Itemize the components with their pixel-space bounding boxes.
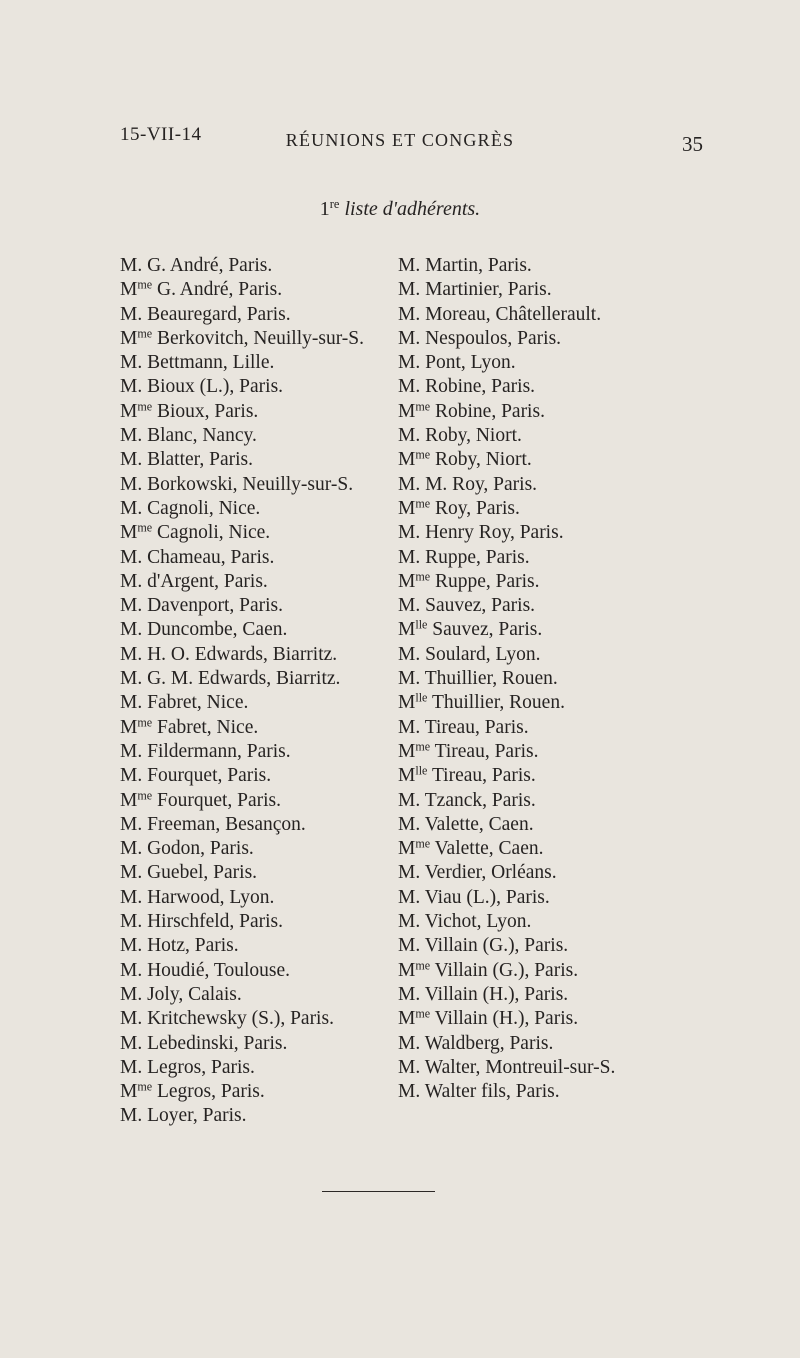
member-title: M. bbox=[120, 473, 143, 495]
member-entry bbox=[398, 570, 615, 594]
member-entry bbox=[398, 1007, 615, 1031]
member-name: Villain (H.), Paris. bbox=[434, 1008, 579, 1030]
member-title: M. bbox=[120, 497, 143, 519]
member-title: M. bbox=[398, 1081, 421, 1103]
member-entry bbox=[120, 1007, 364, 1031]
member-title: M. bbox=[120, 425, 143, 447]
member-name: Berkovitch, Neuilly-sur-S. bbox=[156, 327, 365, 349]
member-title: M. bbox=[120, 765, 143, 787]
member-title: M. bbox=[398, 522, 421, 544]
member-title: M. bbox=[120, 595, 143, 617]
member-name: Soulard, Lyon. bbox=[425, 643, 541, 665]
member-entry bbox=[398, 546, 615, 570]
member-title: M bbox=[120, 400, 138, 422]
member-entry bbox=[120, 643, 364, 667]
member-entry bbox=[398, 448, 615, 472]
member-entry bbox=[120, 861, 364, 885]
member-entry bbox=[120, 303, 364, 327]
member-title-superscript: me bbox=[415, 569, 431, 584]
member-entry bbox=[398, 740, 615, 764]
member-title-superscript: me bbox=[137, 715, 153, 729]
member-entry bbox=[398, 837, 615, 861]
member-name: Moreau, Châtellerault. bbox=[425, 303, 602, 325]
member-name: G. André, Paris. bbox=[147, 255, 273, 276]
member-title: M. bbox=[120, 352, 143, 374]
member-title: M. bbox=[398, 376, 421, 398]
member-entry bbox=[120, 959, 364, 983]
member-name: Lebedinski, Paris. bbox=[147, 1032, 288, 1054]
member-title-superscript: me bbox=[415, 496, 431, 511]
member-name: Viau (L.), Paris. bbox=[424, 886, 550, 908]
member-title: M bbox=[398, 765, 416, 787]
member-name: Walter, Montreuil-sur-S. bbox=[424, 1056, 616, 1078]
page-number: 35 bbox=[682, 132, 703, 156]
member-title-superscript: me bbox=[137, 326, 153, 341]
member-name: Sauvez, Paris. bbox=[432, 619, 543, 641]
member-title: M. bbox=[120, 449, 143, 471]
member-entry bbox=[120, 764, 364, 788]
member-name: Houdié, Toulouse. bbox=[147, 959, 290, 981]
section-ordinal-suffix: re bbox=[329, 197, 340, 212]
member-title: M bbox=[120, 716, 138, 738]
member-title: M bbox=[398, 619, 416, 641]
section-title bbox=[0, 198, 800, 221]
member-title: M bbox=[398, 959, 416, 981]
member-title: M. bbox=[398, 813, 421, 835]
member-entry bbox=[398, 643, 615, 667]
member-title-superscript: me bbox=[415, 836, 431, 851]
member-title-superscript: me bbox=[415, 399, 431, 414]
member-title: M. bbox=[120, 255, 143, 276]
member-title: M. bbox=[120, 643, 143, 665]
member-entry bbox=[120, 254, 364, 278]
member-entry bbox=[120, 1056, 364, 1080]
member-entry bbox=[398, 618, 615, 642]
end-rule bbox=[322, 1191, 435, 1192]
member-name: Roby, Niort. bbox=[434, 449, 532, 471]
page-header bbox=[0, 118, 800, 158]
member-title: M. bbox=[120, 668, 143, 690]
member-entry bbox=[120, 327, 364, 351]
member-title: M. bbox=[120, 983, 143, 1005]
member-entry bbox=[398, 934, 615, 958]
member-name: Fourquet, Paris. bbox=[147, 765, 272, 787]
member-name: Valette, Caen. bbox=[434, 838, 544, 860]
member-entry bbox=[120, 740, 364, 764]
member-title-superscript: me bbox=[137, 787, 153, 802]
member-list-left bbox=[120, 254, 364, 1129]
member-title: M. bbox=[120, 692, 143, 714]
member-name: Harwood, Lyon. bbox=[147, 886, 275, 908]
member-entry bbox=[398, 278, 615, 302]
member-entry bbox=[398, 375, 615, 399]
member-title: M. bbox=[120, 886, 143, 908]
member-title: M. bbox=[120, 911, 143, 933]
member-entry bbox=[120, 424, 364, 448]
member-name: Nespoulos, Paris. bbox=[425, 327, 562, 349]
running-title: RÉUNIONS ET CONGRÈS bbox=[285, 130, 515, 150]
member-title: M. bbox=[398, 1056, 421, 1078]
member-name: Villain (G.), Paris. bbox=[424, 935, 569, 957]
member-entry bbox=[398, 1056, 615, 1080]
member-name: Borkowski, Neuilly-sur-S. bbox=[147, 473, 354, 495]
member-name: G. André, Paris. bbox=[156, 279, 283, 301]
member-entry bbox=[398, 764, 615, 788]
member-entry bbox=[120, 618, 364, 642]
member-title-superscript: lle bbox=[415, 763, 428, 778]
member-title-superscript: me bbox=[137, 520, 153, 535]
member-entry bbox=[120, 789, 364, 813]
member-entry bbox=[120, 594, 364, 618]
member-title: M. bbox=[120, 1032, 143, 1054]
member-name: Blanc, Nancy. bbox=[147, 425, 257, 447]
member-name: Villain (G.), Paris. bbox=[434, 959, 579, 981]
member-name: Thuillier, Rouen. bbox=[424, 668, 558, 690]
member-entry bbox=[398, 789, 615, 813]
member-name: M. Roy, Paris. bbox=[425, 473, 538, 495]
member-name: Legros, Paris. bbox=[147, 1056, 255, 1078]
member-entry bbox=[398, 351, 615, 375]
member-name: Beauregard, Paris. bbox=[147, 303, 291, 325]
member-name: Cagnoli, Nice. bbox=[147, 497, 261, 519]
member-name: Tireau, Paris. bbox=[434, 740, 539, 762]
member-title-superscript: me bbox=[415, 447, 431, 462]
member-name: d'Argent, Paris. bbox=[147, 570, 268, 592]
member-name: Freeman, Besançon. bbox=[147, 813, 306, 835]
member-title: M bbox=[398, 497, 416, 519]
member-entry bbox=[120, 886, 364, 910]
member-entry bbox=[120, 691, 364, 715]
member-entry bbox=[398, 497, 615, 521]
member-entry bbox=[398, 1080, 615, 1104]
member-title: M. bbox=[120, 570, 143, 592]
member-title: M. bbox=[120, 1105, 143, 1127]
member-entry bbox=[120, 983, 364, 1007]
member-entry bbox=[398, 716, 615, 740]
member-entry bbox=[398, 910, 615, 934]
member-title: M bbox=[398, 570, 416, 592]
member-entry bbox=[398, 667, 615, 691]
member-title: M bbox=[398, 400, 416, 422]
member-entry bbox=[120, 278, 364, 302]
member-name: Davenport, Paris. bbox=[147, 595, 284, 617]
section-title-text: liste d'adhérents. bbox=[344, 198, 481, 220]
member-name: H. O. Edwards, Biarritz. bbox=[147, 643, 338, 665]
member-title: M. bbox=[120, 740, 143, 762]
member-entry bbox=[120, 934, 364, 958]
member-entry bbox=[120, 910, 364, 934]
member-title: M. bbox=[398, 789, 421, 811]
member-entry bbox=[120, 570, 364, 594]
member-entry bbox=[120, 375, 364, 399]
folio: 15-VII-14 bbox=[120, 124, 202, 145]
member-title: M. bbox=[398, 595, 421, 617]
member-entry bbox=[398, 254, 615, 278]
member-title: M. bbox=[398, 935, 421, 957]
member-title: M bbox=[120, 1081, 138, 1103]
member-name: Tireau, Paris. bbox=[431, 765, 536, 787]
member-entry bbox=[120, 667, 364, 691]
member-title: M bbox=[120, 279, 138, 301]
member-name: Vichot, Lyon. bbox=[424, 911, 532, 933]
member-title: M. bbox=[120, 838, 143, 860]
member-title: M. bbox=[120, 813, 143, 835]
member-title: M. bbox=[120, 862, 143, 884]
section-ordinal: 1 bbox=[319, 198, 330, 220]
member-entry bbox=[398, 983, 615, 1007]
member-entry bbox=[120, 448, 364, 472]
member-title-superscript: me bbox=[415, 739, 431, 754]
member-name: Guebel, Paris. bbox=[147, 862, 258, 884]
member-title: M. bbox=[120, 619, 143, 641]
member-entry bbox=[120, 400, 364, 424]
member-name: Ruppe, Paris. bbox=[434, 570, 540, 592]
member-title: M bbox=[398, 449, 416, 471]
member-title-superscript: lle bbox=[415, 617, 428, 632]
member-entry bbox=[120, 497, 364, 521]
member-entry bbox=[398, 303, 615, 327]
member-name: Legros, Paris. bbox=[156, 1081, 265, 1103]
member-name: Fildermann, Paris. bbox=[147, 740, 291, 762]
member-name: Cagnoli, Nice. bbox=[156, 522, 271, 544]
member-entry bbox=[398, 861, 615, 885]
member-name: Henry Roy, Paris. bbox=[425, 522, 564, 544]
member-entry bbox=[398, 691, 615, 715]
member-title: M. bbox=[398, 279, 421, 301]
member-name: Ruppe, Paris. bbox=[425, 546, 530, 568]
member-entry bbox=[398, 594, 615, 618]
member-title: M. bbox=[398, 303, 421, 325]
member-entry bbox=[120, 1104, 364, 1128]
member-name: Verdier, Orléans. bbox=[424, 862, 557, 884]
member-name: Blatter, Paris. bbox=[147, 449, 254, 471]
member-name: Martin, Paris. bbox=[425, 255, 532, 276]
member-name: Loyer, Paris. bbox=[147, 1105, 247, 1127]
member-title: M. bbox=[398, 425, 421, 447]
member-name: G. M. Edwards, Biarritz. bbox=[147, 668, 341, 690]
member-name: Robine, Paris. bbox=[434, 400, 545, 422]
member-name: Roy, Paris. bbox=[434, 497, 520, 519]
member-title-superscript: me bbox=[415, 957, 431, 972]
member-name: Walter fils, Paris. bbox=[424, 1081, 560, 1103]
member-title: M. bbox=[120, 935, 143, 957]
member-title: M. bbox=[398, 327, 421, 349]
member-entry bbox=[398, 813, 615, 837]
member-name: Fabret, Nice. bbox=[156, 716, 259, 738]
member-title-superscript: me bbox=[137, 399, 153, 414]
member-title: M. bbox=[120, 1008, 143, 1030]
member-entry bbox=[398, 424, 615, 448]
member-name: Waldberg, Paris. bbox=[424, 1032, 554, 1054]
member-entry bbox=[120, 837, 364, 861]
member-name: Godon, Paris. bbox=[147, 838, 254, 860]
member-title-superscript: lle bbox=[415, 690, 428, 705]
member-name: Kritchewsky (S.), Paris. bbox=[147, 1008, 334, 1030]
member-name: Pont, Lyon. bbox=[425, 352, 516, 374]
member-name: Sauvez, Paris. bbox=[425, 595, 536, 617]
member-title: M. bbox=[398, 255, 421, 276]
member-name: Thuillier, Rouen. bbox=[431, 692, 565, 714]
member-title-superscript: me bbox=[415, 1006, 431, 1021]
member-title: M bbox=[120, 327, 138, 349]
member-title: M. bbox=[398, 886, 421, 908]
member-entry bbox=[398, 959, 615, 983]
member-name: Tireau, Paris. bbox=[424, 716, 529, 738]
member-entry bbox=[398, 521, 615, 545]
member-entry bbox=[120, 546, 364, 570]
member-title: M. bbox=[398, 473, 421, 495]
member-entry bbox=[120, 1032, 364, 1056]
member-name: Duncombe, Caen. bbox=[147, 619, 288, 641]
member-name: Bettmann, Lille. bbox=[147, 352, 275, 374]
member-entry bbox=[120, 813, 364, 837]
member-name: Bioux, Paris. bbox=[156, 400, 259, 422]
member-title: M. bbox=[398, 911, 421, 933]
member-name: Tzanck, Paris. bbox=[424, 789, 536, 811]
member-title: M. bbox=[398, 983, 421, 1005]
member-name: Chameau, Paris. bbox=[147, 546, 275, 568]
member-title: M. bbox=[398, 668, 421, 690]
member-name: Robine, Paris. bbox=[425, 376, 536, 398]
member-name: Joly, Calais. bbox=[147, 983, 242, 1005]
member-title: M. bbox=[120, 376, 143, 398]
member-title: M. bbox=[398, 1032, 421, 1054]
member-name: Villain (H.), Paris. bbox=[424, 983, 569, 1005]
member-name: Martinier, Paris. bbox=[425, 279, 552, 301]
member-title: M. bbox=[398, 862, 421, 884]
member-name: Hirschfeld, Paris. bbox=[147, 911, 284, 933]
member-entry bbox=[398, 1032, 615, 1056]
member-entry bbox=[120, 716, 364, 740]
member-name: Valette, Caen. bbox=[424, 813, 534, 835]
member-entry bbox=[398, 327, 615, 351]
member-entry bbox=[120, 473, 364, 497]
member-name: Bioux (L.), Paris. bbox=[147, 376, 284, 398]
member-title: M bbox=[398, 1008, 416, 1030]
member-list-right bbox=[398, 254, 615, 1104]
member-entry bbox=[398, 886, 615, 910]
member-entry bbox=[120, 521, 364, 545]
member-entry bbox=[120, 351, 364, 375]
member-title: M. bbox=[120, 959, 143, 981]
member-name: Roby, Niort. bbox=[425, 425, 522, 447]
member-title: M. bbox=[398, 546, 421, 568]
member-title-superscript: me bbox=[137, 277, 153, 292]
member-title: M bbox=[120, 789, 138, 811]
member-title: M. bbox=[398, 352, 421, 374]
member-entry bbox=[398, 473, 615, 497]
member-title: M. bbox=[398, 643, 421, 665]
member-name: Fourquet, Paris. bbox=[156, 789, 282, 811]
member-title: M. bbox=[120, 546, 143, 568]
member-title: M bbox=[398, 740, 416, 762]
member-title: M. bbox=[398, 716, 421, 738]
member-entry bbox=[398, 400, 615, 424]
member-title: M. bbox=[120, 1056, 143, 1078]
member-title: M bbox=[398, 838, 416, 860]
member-title: M bbox=[120, 522, 138, 544]
member-entry bbox=[120, 1080, 364, 1104]
member-title: M bbox=[398, 692, 416, 714]
member-title-superscript: me bbox=[137, 1079, 153, 1094]
member-name: Hotz, Paris. bbox=[147, 935, 239, 957]
member-title: M. bbox=[120, 303, 143, 325]
member-name: Fabret, Nice. bbox=[147, 692, 249, 714]
